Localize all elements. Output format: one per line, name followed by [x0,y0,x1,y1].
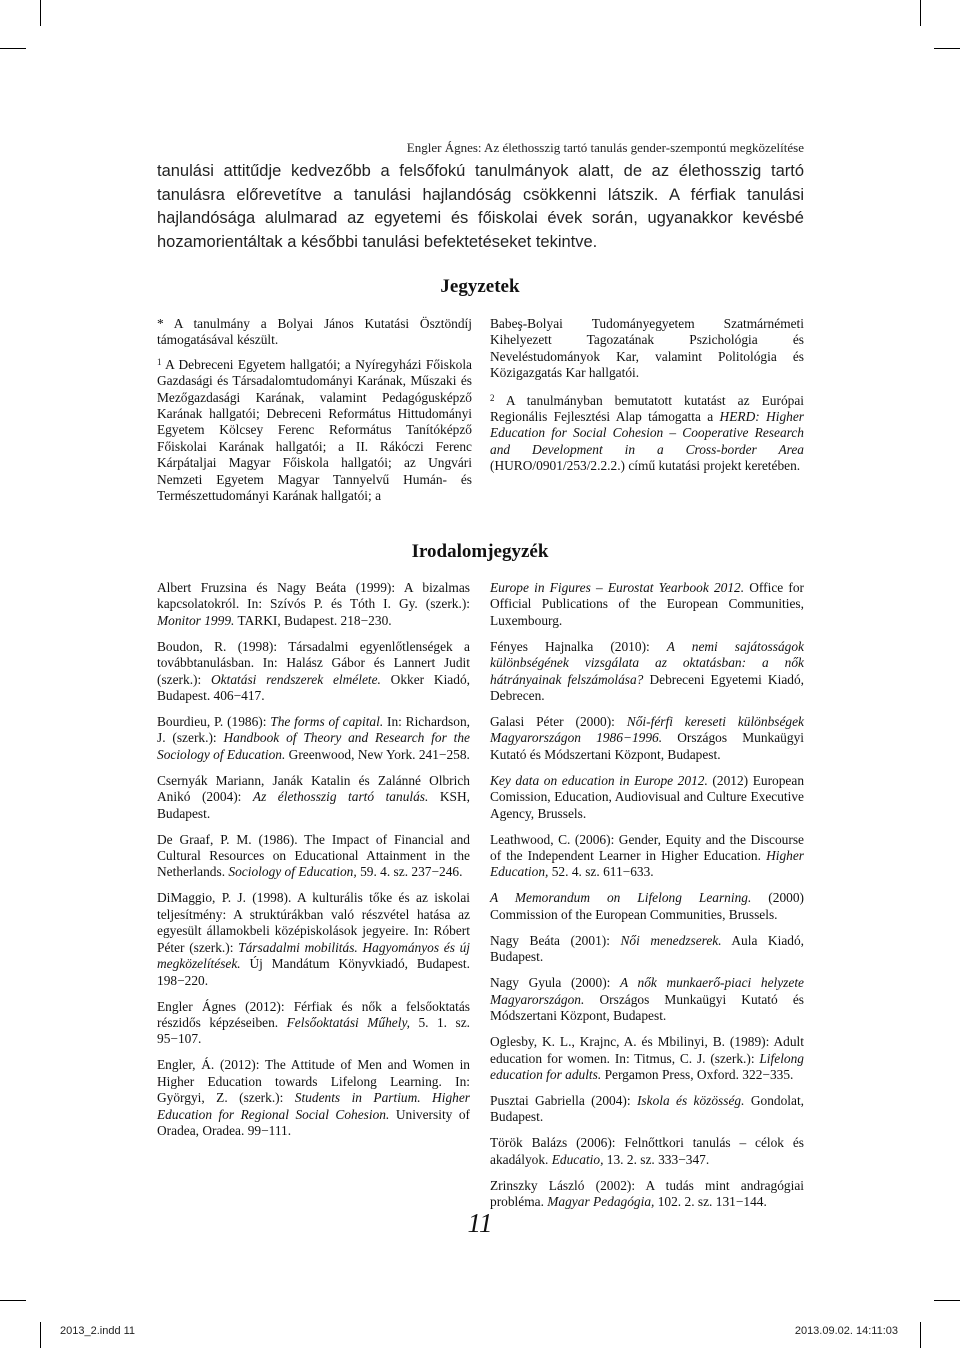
reference-text: In: Richardson, J. (szerk.): [157,714,470,746]
references-right-column [490,580,804,1220]
reference-title: The forms of capital. [270,714,384,730]
notes-title: Jegyzetek [440,276,520,297]
reference-entry [157,714,470,763]
footnote-text: (HURO/0901/253/2.2.2.) című kutatási projekt keretében. [490,458,801,474]
reference-text: Török Balázs (2006): Felnőttkori tanulás – célok és akadályok. [490,1135,804,1167]
reference-title: Női menedzserek. [620,932,722,948]
intro-paragraph: tanulási attitűdje kedvezőbb a felsőfokú tanulmányok alatt, de az élethosszig tartó tanulásra előrevetítve a tanulási hajlandóság csökkenni látszik. A férfiak tanulási hajlandósága alulmarad az egyetemi és főiskolai évek során, ugyanakkor kevésbé hozamorientáltak a későbbi tanulási befektetéseket tekintve. [157,162,804,251]
crop-mark [40,1322,41,1348]
notes-left-column [157,316,472,509]
footnote-1-continued: Babeş-Bolyai Tudományegyetem Szatmárnémeti Kihelyezett Tagozatának Pszichológia és Neveléstudományok Kar, valamint Politológia és Közigazgatás Kar hallgatói. [490,316,804,381]
slug-file: 2013_2.indd 11 [60,1325,136,1337]
reference-text: Boudon, R. (1998): Társadalmi egyenlőtlenségek a továbbtanulásban. In: Halász Gábor és Lannert Judit (szerk.): [157,638,470,687]
reference-title: A nők munkaerő-piaci helyzete Magyarországon. [490,975,804,1007]
reference-text: Leathwood, C. (2006): Gender, Equity and the Discourse of the Independent Learner in Higher Education. [490,831,804,864]
references-left-column [157,580,470,1149]
reference-text: (2000) Commission of the European Communities, Brussels. [490,890,804,922]
reference-text: TARKI, Budapest. 218−230. [234,612,392,628]
reference-text: Albert Fruzsina és Nagy Beáta (1999): A bizalmas kapcsolatokról. In: Szívós P. és Tóth I. Gy. (szerk.): [157,580,470,612]
project-title: HERD: Higher Education for Social Cohesion – Cooperative Research and Development in a Cross-border Area [490,409,804,457]
reference-text: Okker Kiadó, Budapest. 406−417. [157,671,470,704]
reference-entry [157,832,470,881]
reference-text: 13. 2. sz. 333−347. [603,1151,710,1167]
reference-entry [490,1135,804,1168]
reference-text: (2012) European Comission, Education, Audiovisual and Culture Executive Agency, Brussels. [490,772,805,821]
reference-text: Pusztai Gabriella (2004): [490,1092,637,1108]
reference-text: Aula Kiadó, Budapest. [490,932,805,965]
crop-mark [0,48,26,49]
reference-text: Debreceni Egyetemi Kiadó, Debrecen. [490,671,804,704]
reference-text: Új Mandátum Könyvkiadó, Budapest. 198−220. [157,956,470,988]
footnote-text: A tanulmányban bemutatott kutatást az Európai Regionális Fejlesztési Alap támogatta a [490,392,804,425]
reference-entry [490,1034,804,1083]
references-title: Irodalomjegyzék [411,541,549,562]
reference-title: Iskola és közösség. [636,1092,745,1108]
reference-text: 102. 2. sz. 131−144. [654,1194,767,1210]
reference-entry [490,890,804,923]
reference-entry [157,999,470,1048]
reference-title: Magyar Pedagógia, [547,1194,655,1210]
reference-text: Nagy Beáta (2001): [490,932,621,948]
reference-text: 59. 4. sz. 237−246. [356,864,463,880]
reference-text: Bourdieu, P. (1986): [157,714,271,730]
reference-entry [490,832,804,881]
reference-text: De Graaf, P. M. (1986). The Impact of Financial and Cultural Resources on Educational Attainment in the Netherlands. [157,831,470,880]
reference-title: Monitor 1999. [157,612,235,628]
reference-entry [157,639,470,705]
reference-text: DiMaggio, P. J. (1998). A kulturális tőke és az iskolai teljesítmény: A struktúrákban való részvétel hatása az egyesült államokbeli középiskolások jegyeire. In: Róbert Péter (szerk.): [157,890,470,955]
reference-title: Női-férfi kereseti különbségek Magyarországon 1986−1996. [490,714,805,746]
footnote-text: A Debreceni Egyetem hallgatói; a Nyíregyházi Főiskola Gazdasági és Társadalomtudományi Karának, Műszaki és Mezőgazdasági Karának, valamint Pedagógusképző Karának hallgatói; Debreceni Református Hittudományi Egyetem Kölcsey Ferenc Református Tanítóképző Főiskolai Karának hallgatói; a II. Rákóczi Ferenc Kárpátaljai Magyar Főiskola hallgatói; az Ungvári Nemzeti Egyetem Magyar Tannyelvű Humán- és Természettudományi Karának hallgatói; a [157,356,472,504]
reference-text: KSH, Budapest. [157,789,471,821]
footnote-2 [490,390,804,475]
crop-mark [920,0,921,26]
reference-title: A Memorandum on Lifelong Learning. [490,890,752,906]
reference-entry [157,890,470,988]
reference-text: Nagy Gyula (2000): [490,975,620,991]
reference-text: Engler, Á. (2012): The Attitude of Men and Women in Higher Education towards Lifelong Learning. In: Györgyi, Z. (szerk.): [157,1057,470,1106]
crop-mark [920,1322,921,1348]
reference-entry [490,580,804,629]
reference-text: Gondolat, Budapest. [490,1092,805,1125]
reference-entry [490,639,804,705]
reference-entry [157,1057,470,1139]
reference-entry [157,773,470,822]
reference-text: Oglesby, K. L., Krajnc, A. és Mbilinyi, B. (1989): Adult education for women. In: Titmus, C. J. (szerk.): [490,1034,804,1066]
footnote-number: 2 [490,392,495,403]
crop-mark [934,48,960,49]
reference-text: Fényes Hajnalka (2010): [490,638,667,654]
running-head: Engler Ágnes: Az élethosszig tartó tanulás gender-szempontú megközelítése [406,140,804,155]
reference-entry [157,580,470,629]
reference-text: Galasi Péter (2000): [490,714,627,730]
page-number: 11 [467,1208,493,1238]
reference-text: Csernyák Mariann, Janák Katalin és Zalánné Olbrich Anikó (2004): [157,772,470,805]
reference-title: A nemi sajátosságok különbségének vizsgálata az oktatásban: a nők hátrányainak felszámolása? [490,638,804,687]
reference-text: Országos Munkaügyi Kutató és Módszertani Központ, Budapest. [490,730,804,762]
reference-title: Educatio, [551,1151,604,1167]
reference-text: Zrinszky László (2002): A tudás mint andragógiai probléma. [490,1177,804,1210]
reference-text: 5. 1. sz. 95−107. [157,1014,470,1047]
reference-text: Pergamon Press, Oxford. 322−335. [601,1066,794,1082]
reference-entry [490,773,804,822]
reference-title: Társadalmi mobilitás. Hagyományos és új megközelítések. [157,939,470,972]
reference-entry [490,933,804,966]
reference-title: Oktatási rendszerek elmélete. [211,671,381,687]
footnote-1 [157,354,472,505]
reference-title: Sociology of Education, [228,864,357,880]
reference-entry [490,975,804,1024]
reference-title: Higher Education, [490,848,804,880]
reference-title: Key data on education in Europe 2012. [490,772,708,788]
reference-title: Az élethosszig tartó tanulás. [252,789,429,805]
reference-entry [490,1178,804,1211]
notes-right-column [490,316,804,480]
reference-title: Europe in Figures – Eurostat Yearbook 2012. [490,580,745,595]
slug-date: 2013.09.02. 14:11:03 [794,1325,898,1337]
reference-text: University of Oradea, Oradea. 99−111. [157,1106,470,1138]
crop-mark [40,0,41,26]
reference-text: Engler Ágnes (2012): Férfiak és nők a felsőoktatás részidős képzéseiben. [157,998,470,1030]
reference-title: Lifelong education for adults. [490,1050,804,1082]
footnote-number: 1 [157,356,162,367]
star-note: * A tanulmány a Bolyai János Kutatási Ösztöndíj támogatásával készült. [157,316,472,348]
reference-title: Handbook of Theory and Research for the Sociology of Education. [157,730,470,762]
reference-text: Greenwood, New York. 241−258. [285,746,470,762]
reference-entry [490,714,804,763]
reference-text: 52. 4. sz. 611−633. [548,864,654,880]
reference-text: Országos Munkaügyi Kutató és Módszertani Központ, Budapest. [490,991,804,1024]
reference-text: Office for Official Publications of the European Communities, Luxembourg. [490,580,805,628]
reference-entry [490,1093,804,1126]
reference-title: Students in Partium. Higher Education for Regional Social Cohesion. [157,1090,470,1122]
crop-mark [0,1300,26,1301]
crop-mark [934,1300,960,1301]
reference-title: Felsőoktatási Műhely, [286,1014,410,1030]
